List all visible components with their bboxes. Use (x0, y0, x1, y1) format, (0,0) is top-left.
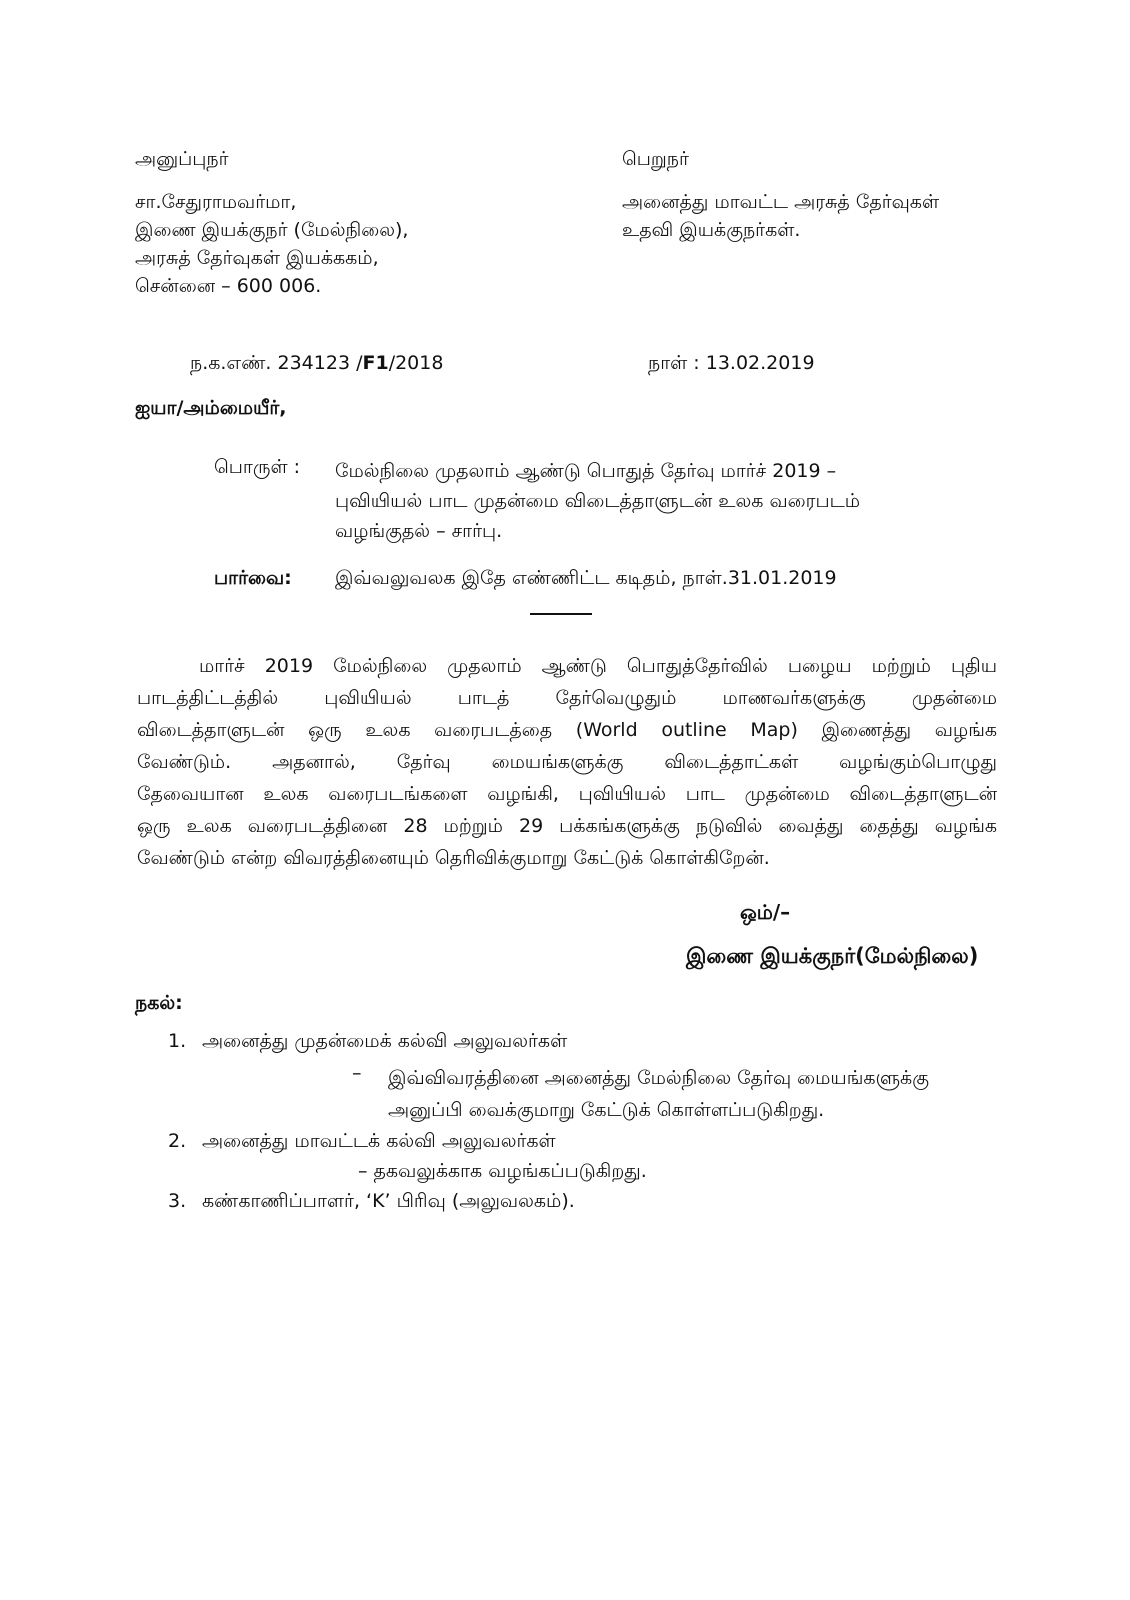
copy-item-text: அனைத்து முதன்மைக் கல்வி அலுவலர்கள் (202, 1030, 568, 1052)
copy-item-2-note: – தகவலுக்காக வழங்கப்படுகிறது. (358, 1160, 647, 1182)
subject-text (335, 456, 860, 546)
copy-note-line: அனுப்பி வைக்குமாறு கேட்டுக் கொள்ளப்படுகிறது. (388, 1099, 825, 1121)
body-line: மார்ச் 2019 மேல்நிலை முதலாம் ஆண்டு பொதுத்தேர்வில் பழைய மற்றும் புதிய (199, 655, 997, 677)
body-line: தேவையான உலக வரைபடங்களை வழங்கி, புவியியல் பாட முதன்மை விடைத்தாளுடன் (137, 783, 997, 805)
copy-item-number: 1. (168, 1030, 187, 1052)
subject-label: பொருள் : (214, 456, 301, 478)
subject-line: வழங்குதல் – சார்பு. (335, 520, 503, 542)
reference-text: இவ்வலுவலக இதே எண்ணிட்ட கடிதம், நாள்.31.01.2019 (335, 567, 837, 589)
sender-line: சா.சேதுராமவர்மா, (135, 191, 297, 213)
reference-number-code: F1 (362, 352, 389, 374)
recipient-line: உதவி இயக்குநர்கள். (622, 219, 801, 241)
reference-number (190, 352, 443, 377)
subject-line: மேல்நிலை முதலாம் ஆண்டு பொதுத் தேர்வு மார்ச் 2019 – (335, 460, 837, 482)
copy-item-1-note-dash: – (352, 1062, 362, 1084)
body-line: பாடத்திட்டத்தில் புவியியல் பாடத் தேர்வெழுதும் மாணவர்களுக்கு முதன்மை (137, 687, 997, 709)
signature-title: இணை இயக்குநர்(மேல்நிலை) (686, 944, 979, 968)
copy-note-line: இவ்விவரத்தினை அனைத்து மேல்நிலை தேர்வு மையங்களுக்கு (388, 1067, 929, 1089)
recipient-heading: பெறுநர் (622, 148, 689, 170)
copy-item-number: 3. (168, 1190, 187, 1212)
subject-line: புவியியல் பாட முதன்மை விடைத்தாளுடன் உலக வரைபடம் (335, 490, 861, 512)
reference-number-suffix: /2018 (388, 352, 444, 374)
sender-address (135, 188, 408, 300)
recipient-line: அனைத்து மாவட்ட அரசுத் தேர்வுகள் (622, 191, 940, 213)
sender-line: இணை இயக்குநர் (மேல்நிலை), (135, 219, 409, 241)
signature-om: ஒம்/– (740, 900, 791, 924)
salutation: ஐயா/அம்மையீர், (135, 397, 287, 419)
body-line: ஒரு உலக வரைபடத்தினை 28 மற்றும் 29 பக்கங்களுக்கு நடுவில் வைத்து தைத்து வழங்க (137, 815, 997, 837)
copy-item-1-note (388, 1062, 929, 1126)
sender-line: அரசுத் தேர்வுகள் இயக்ககம், (135, 247, 379, 269)
copy-item-number: 2. (168, 1130, 187, 1152)
reference-number-prefix: ந.க.எண். 234123 / (190, 352, 363, 374)
body-line: வேண்டும். அதனால், தேர்வு மையங்களுக்கு விடைத்தாட்கள் வழங்கும்பொழுது (137, 751, 997, 773)
sender-line: சென்னை – 600 006. (135, 275, 322, 297)
copy-item-text: அனைத்து மாவட்டக் கல்வி அலுவலர்கள் (202, 1130, 556, 1152)
separator-line (530, 613, 592, 615)
letter-date: நாள் : 13.02.2019 (648, 352, 815, 374)
copy-heading: நகல்: (135, 992, 183, 1014)
body-line: விடைத்தாளுடன் ஒரு உலக வரைபடத்தை (World outline Map) இணைத்து வழங்க (137, 719, 997, 741)
sender-heading: அனுப்புநர் (135, 148, 229, 170)
copy-item-2 (168, 1130, 556, 1155)
body-paragraph (137, 650, 997, 874)
copy-item-3 (168, 1190, 575, 1215)
body-line: வேண்டும் என்ற விவரத்தினையும் தெரிவிக்குமாறு கேட்டுக் கொள்கிறேன். (137, 847, 770, 869)
copy-item-text: கண்காணிப்பாளர், ‘K’ பிரிவு (அலுவலகம்). (202, 1190, 575, 1212)
reference-label: பார்வை: (214, 567, 292, 589)
copy-item-1 (168, 1030, 567, 1055)
recipient-address (622, 188, 939, 244)
